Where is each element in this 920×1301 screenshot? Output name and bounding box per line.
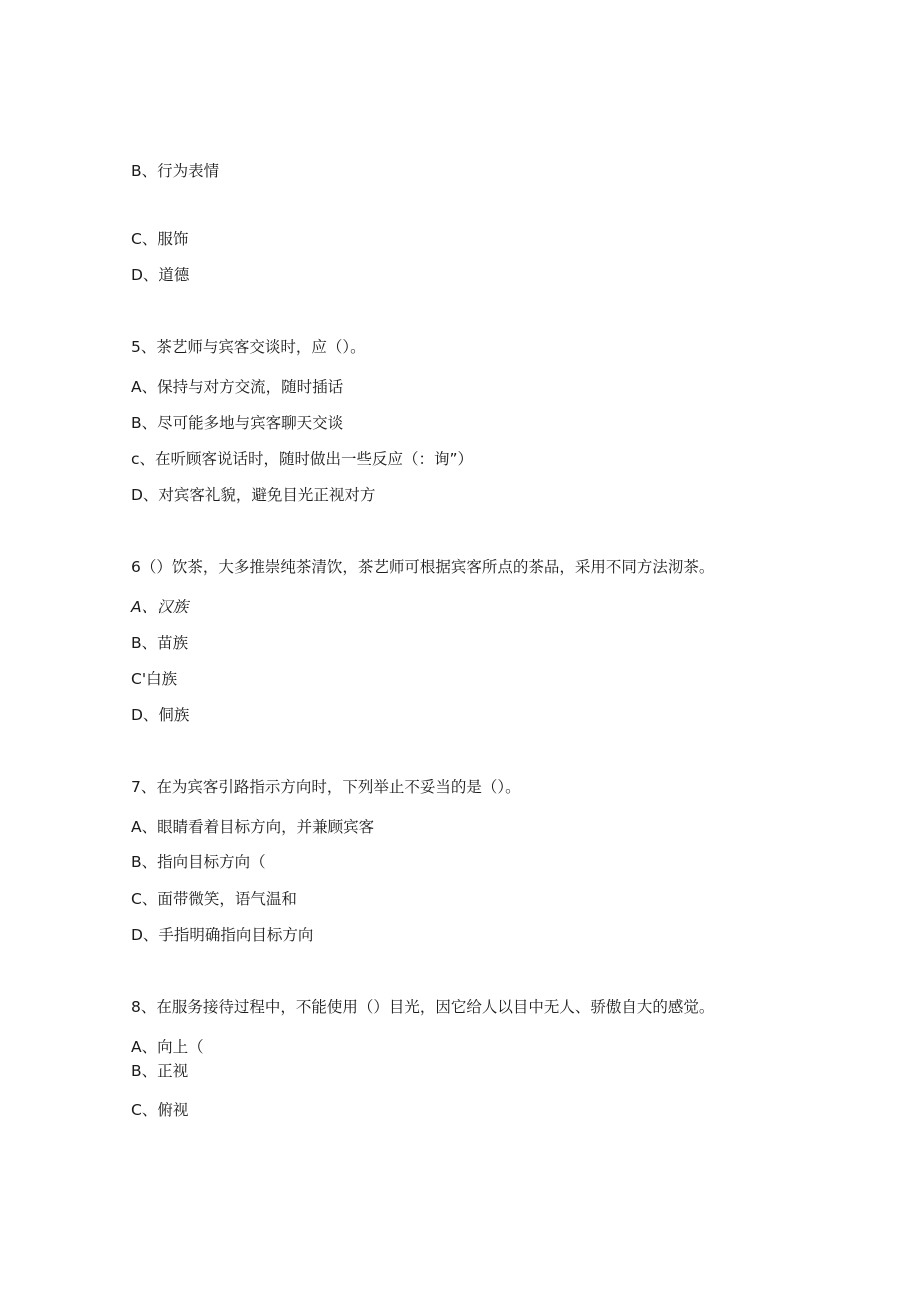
q5-option-d: D、对宾客礼貌，避免目光正视对方 <box>131 486 376 504</box>
q5-stem: 5、茶艺师与宾客交谈时，应（）。 <box>131 338 366 356</box>
q6-option-c: C'白族 <box>131 670 178 688</box>
q7-option-c: C、面带微笑，语气温和 <box>131 890 297 908</box>
q7-option-b: B、指向目标方向（ <box>131 853 266 871</box>
q5-option-c: c、在听顾客说话时，随时做出一些反应（：询”） <box>131 450 474 468</box>
q5-option-b: B、尽可能多地与宾客聊天交谈 <box>131 414 344 432</box>
q8-stem: 8、在服务接待过程中，不能使用（）目光，因它给人以目中无人、骄傲自大的感觉。 <box>131 998 715 1016</box>
q4-option-b: B、行为表情 <box>131 162 220 180</box>
q5-option-a: A、保持与对方交流，随时插话 <box>131 378 344 396</box>
q8-option-b: B、正视 <box>131 1062 189 1080</box>
q4-option-d: D、道德 <box>131 266 190 284</box>
q6-option-a: A、汉族 <box>131 598 189 616</box>
q6-option-d: D、侗族 <box>131 706 190 724</box>
q7-option-a: A、眼睛看着目标方向，并兼顾宾客 <box>131 818 375 836</box>
q6-stem: 6（）饮茶，大多推崇纯茶清饮，茶艺师可根据宾客所点的茶品，采用不同方法沏茶。 <box>131 558 715 576</box>
q8-option-a: A、向上（ <box>131 1038 204 1056</box>
q7-option-d: D、手指明确指向目标方向 <box>131 926 314 944</box>
q6-option-b: B、苗族 <box>131 634 189 652</box>
q7-stem: 7、在为宾客引路指示方向时，下列举止不妥当的是（）。 <box>131 778 521 796</box>
q8-option-c: C、俯视 <box>131 1101 189 1119</box>
q4-option-c: C、服饰 <box>131 230 189 248</box>
